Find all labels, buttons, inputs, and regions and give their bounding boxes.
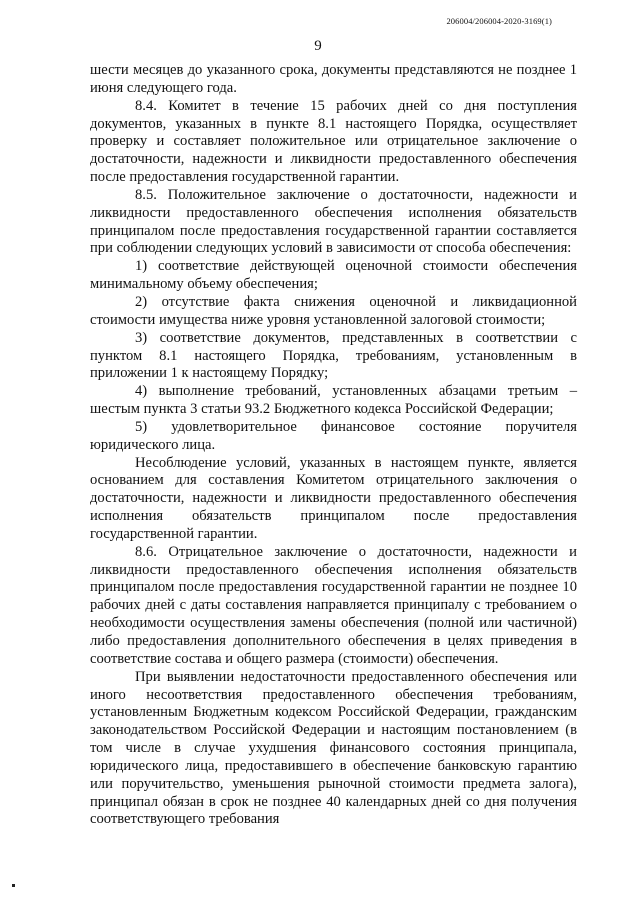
list-item-2: 2) отсутствие факта снижения оценочной и ликвидационной стоимости имущества ниже уровня установленной залоговой стоимости; (90, 293, 577, 328)
list-item-5: 5) удовлетворительное финансовое состояние поручителя юридического лица. (90, 418, 577, 453)
document-id: 206004/206004-2020-3169(1) (446, 16, 552, 26)
page-number: 9 (314, 38, 322, 54)
paragraph-8-5: 8.5. Положительное заключение о достаточности, надежности и ликвидности предоставленного обеспечения исполнения обязательств принципалом после предоставления государственной гарантии составляется при соблюдении следующих условий в зависимости от способа обеспечения: (90, 186, 577, 257)
list-item-1: 1) соответствие действующей оценочной стоимости обеспечения минимальному объему обеспечения; (90, 258, 577, 293)
paragraph-8-4: 8.4. Комитет в течение 15 рабочих дней со дня поступления документов, указанных в пункте 8.1 настоящего Порядка, осуществляет проверку и составляет положительное или отрицательное заключение о достаточности, надежности и ликвидности предоставленного обеспечения после предоставления государственной гарантии. (90, 97, 577, 186)
scan-dot (12, 884, 15, 887)
paragraph-insufficiency: При выявлении недостаточности предоставленного обеспечения или иного несоответствия предоставленного обеспечения требованиям, установленным Бюджетным кодексом Российской Федерации, гражданским законодательством Российской Федерации и настоящим постановлением (в том числе в случае ухудшения финансового состояния принципала, юридического лица, предоставившего в обеспечение банковскую гарантию или поручительство, уменьшения рыночной стоимости предмета залога), принципал обязан в срок не позднее 40 календарных дней со дня получения соответствующего требования (90, 668, 577, 828)
paragraph-8-6: 8.6. Отрицательное заключение о достаточности, надежности и ликвидности предоставленного обеспечения исполнения обязательств принципалом после предоставления государственной гарантии не позднее 10 рабочих дней с даты составления направляется принципалу с требованием о необходимости осуществления замены обеспечения (полной или частичной) либо предоставления дополнительного обеспечения в целях приведения в соответствие состава и общего размера (стоимости) обеспечения. (90, 543, 577, 667)
paragraph-continuation: шести месяцев до указанного срока, документы представляются не позднее 1 июня следующего года. (90, 62, 577, 96)
list-item-4: 4) выполнение требований, установленных абзацами третьим – шестым пункта 3 статьи 93.2 Бюджетного кодекса Российской Федерации; (90, 383, 577, 418)
paragraph-noncompliance: Несоблюдение условий, указанных в настоящем пункте, является основанием для составления Комитетом отрицательного заключения о достаточности, надежности и ликвидности предоставленного обеспечения исполнения обязательств принципалом после предоставления государственной гарантии. (90, 454, 577, 542)
document-body (90, 62, 577, 829)
list-item-3: 3) соответствие документов, представленных в соответствии с пунктом 8.1 настоящего Порядка, требованиям, установленным в приложении 1 к настоящему Порядку; (90, 329, 577, 382)
